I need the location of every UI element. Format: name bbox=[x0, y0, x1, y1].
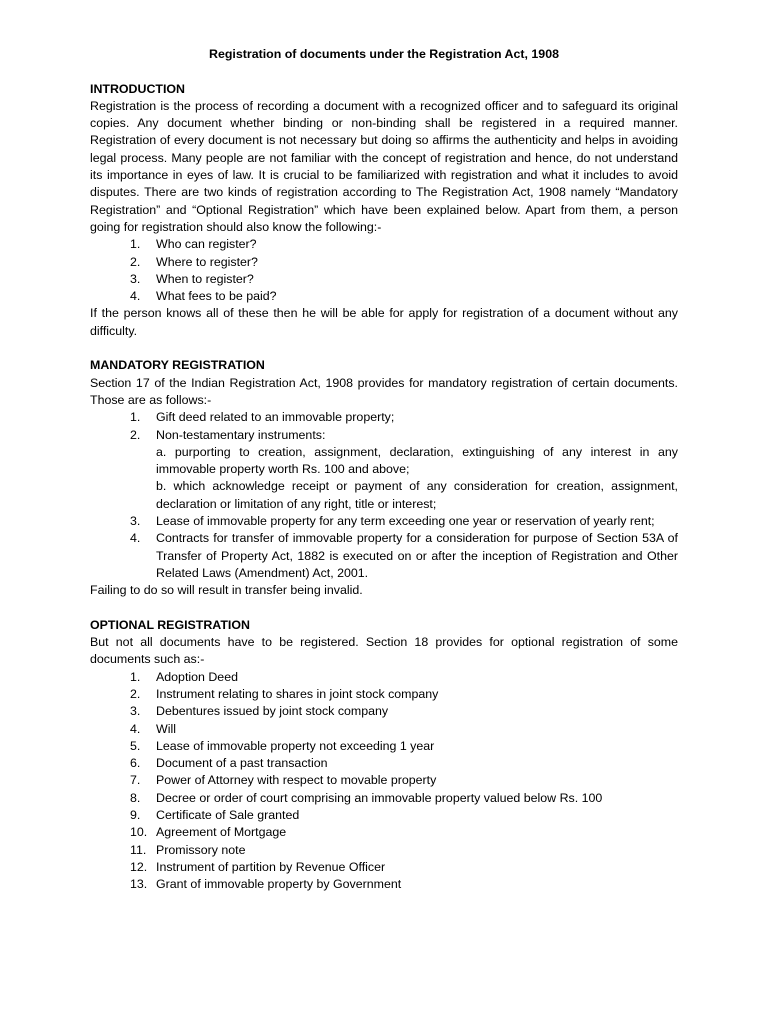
spacer bbox=[90, 600, 678, 617]
document-title: Registration of documents under the Registration Act, 1908 bbox=[209, 47, 559, 61]
list-item: 4. Contracts for transfer of immovable property for a consideration for purpose of Section 53A of Transfer of Property Act, 1882 is executed on or after the inception of Registration and Other Related Laws (Amendment) Act, 2001. bbox=[130, 531, 678, 580]
optional-paragraph: But not all documents have to be registered. Section 18 provides for optional registration of some documents such as:- bbox=[90, 635, 678, 667]
list-item: 1. Adoption Deed bbox=[130, 669, 238, 684]
mandatory-closing: Failing to do so will result in transfer being invalid. bbox=[90, 583, 363, 598]
optional-list bbox=[90, 669, 678, 894]
mandatory-list bbox=[90, 409, 678, 582]
mandatory-heading: MANDATORY REGISTRATION bbox=[90, 358, 265, 373]
list-item: 6. Document of a past transaction bbox=[130, 756, 328, 771]
list-item: 4. Will bbox=[130, 721, 176, 736]
introduction-paragraph: Registration is the process of recording a document with a recognized officer and to safeguard its original copies. Any document whether binding or non-binding shall be registered in a required manner. Registration of every document is not necessary but doing so affirms the authenticity and helps in avoiding legal process. Many people are not familiar with the concept of registration and hence, do not understand its importance in eyes of law. It is crucial to be familiarized with registration and what it includes to avoid disputes. There are two kinds of registration according to The Registration Act, 1908 namely “Mandatory Registration” and “Optional Registration” which have been explained below. Apart from them, a person going for registration should also know the following:- bbox=[90, 98, 678, 234]
introduction-closing: If the person knows all of these then he will be able for apply for registration of a document without any difficulty. bbox=[90, 306, 678, 338]
list-item: 2. Instrument relating to shares in joint stock company bbox=[130, 686, 439, 701]
sub-item-a: a. purporting to creation, assignment, declaration, extinguishing of any interest in any immovable property worth Rs. 100 and above; bbox=[156, 444, 678, 477]
optional-heading: OPTIONAL REGISTRATION bbox=[90, 617, 250, 632]
list-item: 2. Where to register? bbox=[130, 254, 258, 269]
list-item: 5. Lease of immovable property not exceeding 1 year bbox=[130, 738, 435, 753]
spacer bbox=[90, 340, 678, 357]
list-item: 3. Lease of immovable property for any term exceeding one year or reservation of yearly rent; bbox=[130, 514, 655, 529]
spacer bbox=[90, 63, 678, 80]
list-item: 12. Instrument of partition by Revenue Officer bbox=[130, 859, 386, 874]
list-item: 1. Who can register? bbox=[130, 237, 257, 252]
list-item: 7. Power of Attorney with respect to movable property bbox=[130, 773, 437, 788]
list-item: 4. What fees to be paid? bbox=[130, 289, 277, 304]
list-item: 2. Non-testamentary instruments: a. purporting to creation, assignment, declaration, extinguishing of any interest in any immovable property worth Rs. 100 and above; b. which acknowledge receipt or payment of any consideration for creation, assignment, declaration or limitation of any right, title or interest; bbox=[90, 427, 678, 513]
list-item: 10. Agreement of Mortgage bbox=[130, 825, 287, 840]
list-item: 3. When to register? bbox=[130, 271, 254, 286]
document-body bbox=[90, 46, 678, 894]
mandatory-paragraph: Section 17 of the Indian Registration Act, 1908 provides for mandatory registration of certain documents. Those are as follows:- bbox=[90, 375, 678, 407]
list-item: 13. Grant of immovable property by Government bbox=[130, 877, 402, 892]
sub-item-b: b. which acknowledge receipt or payment of any consideration for creation, assignment, declaration or limitation of any right, title or interest; bbox=[156, 479, 678, 511]
list-item: 9. Certificate of Sale granted bbox=[130, 808, 300, 823]
list-item: 11. Promissory note bbox=[130, 842, 246, 857]
list-item: 3. Debentures issued by joint stock company bbox=[130, 704, 389, 719]
list-item: 8. Decree or order of court comprising an immovable property valued below Rs. 100 bbox=[130, 790, 603, 805]
introduction-heading: INTRODUCTION bbox=[90, 81, 185, 96]
list-item: 1. Gift deed related to an immovable property; bbox=[130, 410, 395, 425]
introduction-list bbox=[90, 236, 678, 305]
